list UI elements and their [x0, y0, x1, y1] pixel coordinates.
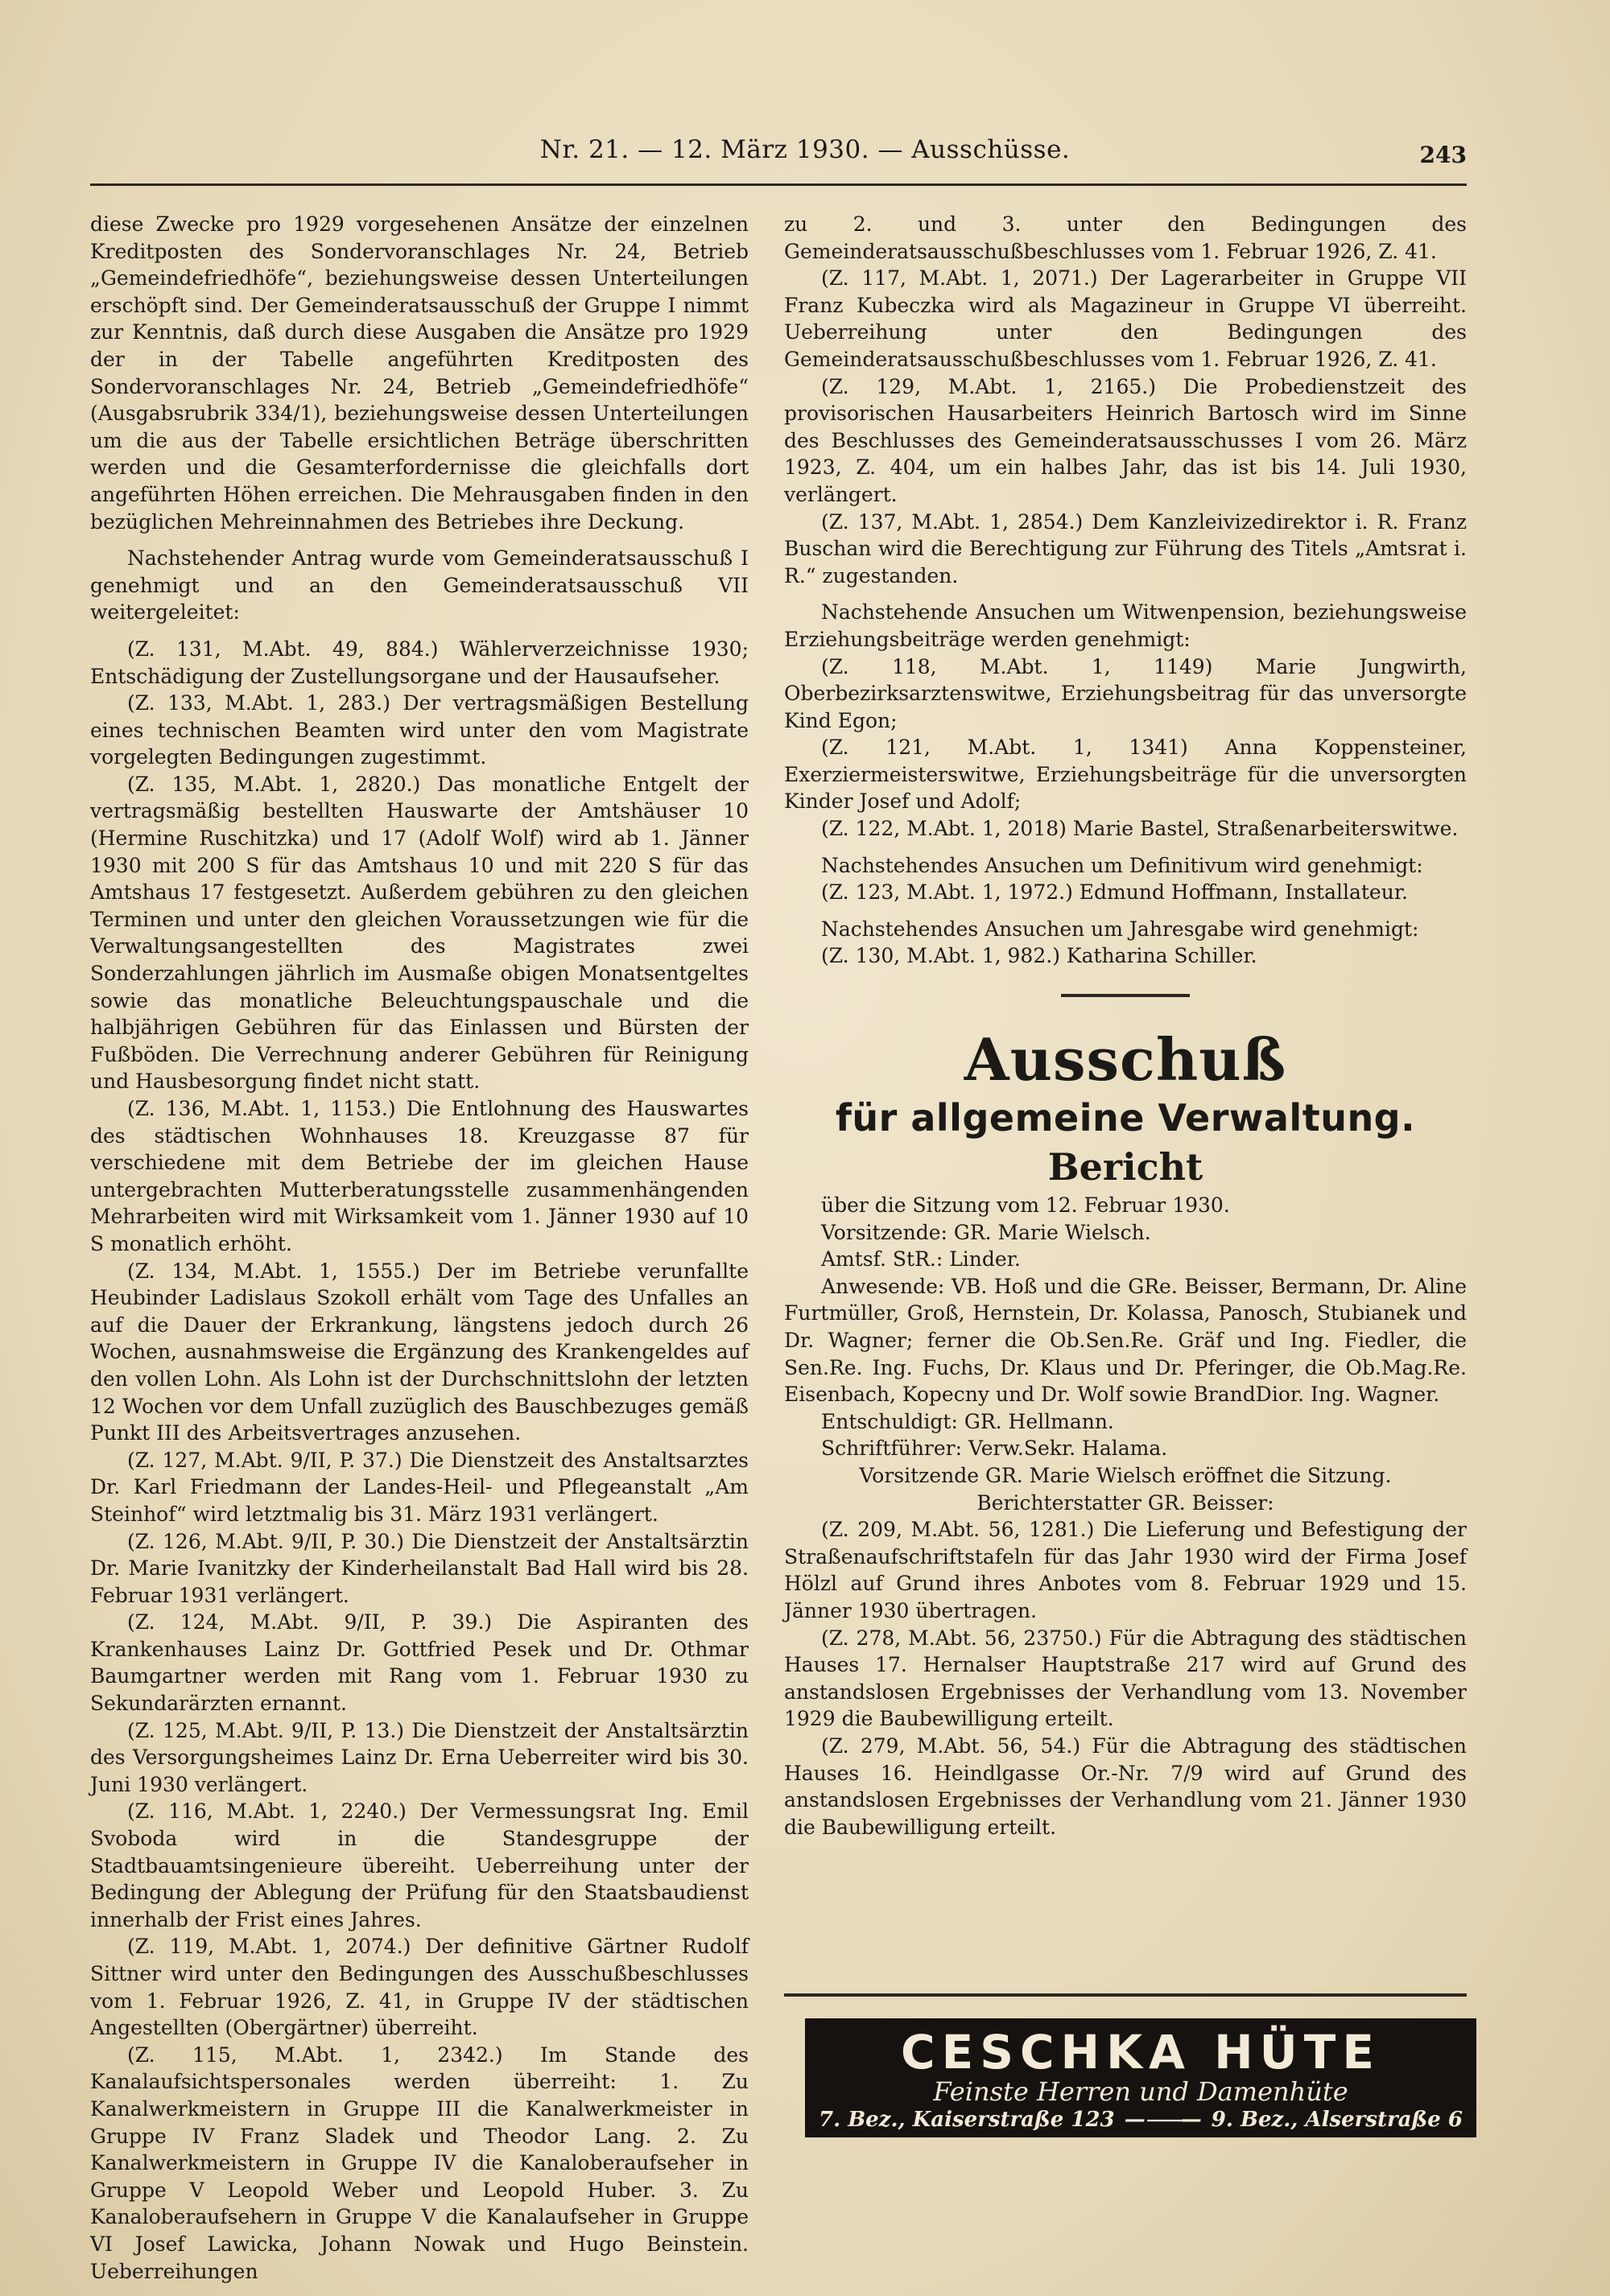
- ad-address-right: 9. Bez., Alserstraße 6: [1211, 2108, 1463, 2132]
- ad-addresses: [807, 2106, 1474, 2133]
- rapporteur-line: Berichterstatter GR. Beisser:: [976, 1490, 1274, 1515]
- paragraph: (Z. 123, M.Abt. 1, 1972.) Edmund Hoffmann, Installateur.: [821, 880, 1408, 905]
- right-column: [784, 211, 1467, 1841]
- paragraph: (Z. 125, M.Abt. 9/II, P. 13.) Die Dienstzeit der Anstaltsärztin des Versorgungsheimes Lainz Dr. Erna Ueberreiter wird bis 30. Juni 1930 verlängert.: [90, 1718, 749, 1796]
- running-head: Nr. 21. — 12. März 1930. — Ausschüsse.: [539, 135, 1071, 164]
- paragraph: (Z. 209, M.Abt. 56, 1281.) Die Lieferung und Befestigung der Straßenaufschriftstafeln für das Jahr 1930 wird der Firma Josef Hölzl auf Grund ihres Anbotes vom 8. Februar 1929 und 15. Jänner 1930 übertragen.: [784, 1518, 1467, 1622]
- section-report-heading: Bericht: [1047, 1145, 1203, 1189]
- header-rule: [90, 183, 1467, 186]
- paragraph: (Z. 135, M.Abt. 1, 2820.) Das monatliche Entgelt der vertragsmäßig bestellten Hauswarte der Amtshäuser 10 (Hermine Ruschitzka) und 17 (Adolf Wolf) wird ab 1. Jänner 1930 mit 200 S für das Amtshaus 10 und mit 220 S für das Amtshaus 17 festgesetzt. Außerdem gebühren zu den gleichen Terminen und unter den gleichen Voraussetzungen wie für die Verwaltungsangestellten des Magistrates zwei Sonderzahlungen jährlich im Ausmaße obigen Monatsentgeltes sowie das monatliche Beleuchtungspauschale und die halbjährigen Gebühren für das Einlassen und Bürsten der Fußböden. Die Verrechnung anderer Gebühren für Reinigung und Hausbesorgung findet nicht statt.: [90, 772, 749, 1094]
- paragraph: diese Zwecke pro 1929 vorgesehenen Ansätze der einzelnen Kreditposten des Sondervoranschlages Nr. 24, Betrieb „Gemeindefriedhöfe“, beziehungsweise dessen Unterteilungen erschöpft sind. Der Gemeinderatsausschuß der Gruppe I nimmt zur Kenntnis, daß durch diese Ausgaben die Ansätze pro 1929 der in der Tabelle angeführten Kreditposten des Sondervoranschlages Nr. 24, Betrieb „Gemeindefriedhöfe“ (Ausgabsrubrik 334/1), beziehungsweise dessen Unterteilungen um die aus der Tabelle ersichtlichen Beträge überschritten werden und die Gesamterfordernisse die gleichfalls dort angeführten Höhen erreichen. Die Mehrausgaben finden in den bezüglichen Mehreinnahmen des Betriebes ihre Deckung.: [90, 212, 749, 534]
- advertisement-banner: [805, 2018, 1476, 2137]
- paragraph: (Z. 133, M.Abt. 1, 283.) Der vertragsmäßigen Bestellung eines technischen Beamten wird unter den vom Magistrate vorgelegten Bedingungen zugestimmt.: [90, 691, 749, 769]
- opening-line: Vorsitzende GR. Marie Wielsch eröffnet die Sitzung.: [859, 1463, 1392, 1487]
- paragraph: (Z. 127, M.Abt. 9/II, P. 37.) Die Dienstzeit des Anstaltsarztes Dr. Karl Friedmann der Landes-Heil- und Pflegeanstalt „Am Steinhof“ wird letztmalig bis 31. März 1931 verlängert.: [90, 1448, 749, 1526]
- paragraph: (Z. 122, M.Abt. 1, 2018) Marie Bastel, Straßenarbeiterswitwe.: [821, 817, 1459, 841]
- ad-tagline: Feinste Herren und Damenhüte: [933, 2076, 1348, 2107]
- paragraph: Nachstehender Antrag wurde vom Gemeinderatsausschuß I genehmigt und an den Gemeinderatsausschuß VII weitergeleitet:: [90, 546, 749, 624]
- paragraph: (Z. 131, M.Abt. 49, 884.) Wählerverzeichnisse 1930; Entschädigung der Zustellungsorgane und der Hausaufseher.: [90, 637, 749, 688]
- paragraph: (Z. 126, M.Abt. 9/II, P. 30.) Die Dienstzeit der Anstaltsärztin Dr. Marie Ivanitzky der Kinderheilanstalt Bad Hall wird bis 28. Februar 1931 verlängert.: [90, 1529, 749, 1607]
- paragraph: (Z. 115, M.Abt. 1, 2342.) Im Stande des Kanalaufsichtspersonales werden überreiht: 1. Zu Kanalwerkmeistern in Gruppe III die Kanalwerkmeister in Gruppe IV Franz Sladek und Theodor Lang. 2. Zu Kanalwerkmeistern in Gruppe IV die Kanaloberaufseher in Gruppe V Leopold Weber und Leopold Huber. 3. Zu Kanaloberaufsehern in Gruppe V die Kanalaufseher in Gruppe VI Josef Lawicka, Johann Nowak und Hugo Beinstein. Ueberreihungen: [90, 2042, 749, 2283]
- section-subtitle: für allgemeine Verwaltung.: [835, 1096, 1416, 1140]
- page-number: 243: [1419, 142, 1467, 168]
- paragraph: (Z. 119, M.Abt. 1, 2074.) Der definitive Gärtner Rudolf Sittner wird unter den Bedingungen des Ausschußbeschlusses vom 1. Februar 1926, Z. 41, in Gruppe IV der städtischen Angestellten (Obergärtner) überreiht.: [90, 1935, 749, 2040]
- left-column: [90, 211, 749, 2285]
- paragraph: Nachstehendes Ansuchen um Definitivum wird genehmigt:: [821, 853, 1423, 877]
- ad-separator: —⸺—: [1124, 2108, 1202, 2132]
- paragraph: (Z. 134, M.Abt. 1, 1555.) Der im Betriebe verunfallte Heubinder Ladislaus Szokoll erhält vom Tage des Unfalles an auf die Dauer der Erkrankung, längstens jedoch durch 26 Wochen, ausnahmsweise die Ergänzung des Krankengeldes auf den vollen Lohn. Als Lohn ist der Durchschnittslohn der letzten 12 Wochen vor dem Unfall zuzüglich des Bauschbezuges gemäß Punkt III des Arbeitsvertrages anzusehen.: [90, 1259, 749, 1445]
- meeting-line: über die Sitzung vom 12. Februar 1930.: [821, 1193, 1230, 1218]
- section-title: Ausschuß: [964, 1025, 1287, 1094]
- paragraph: (Z. 116, M.Abt. 1, 2240.) Der Vermessungsrat Ing. Emil Svoboda wird in die Standesgruppe der Stadtbauamtsingenieure übereiht. Ueberreihung unter der Bedingung der Ablegung der Prüfung für den Staatsbaudienst innerhalb der Frist eines Jahres.: [90, 1799, 749, 1931]
- paragraph: (Z. 136, M.Abt. 1, 1153.) Die Entlohnung des Hauswartes des städtischen Wohnhauses 18. Kreuzgasse 87 für verschiedene mit dem Betriebe der im gleichen Hause untergebrachten Mutterberatungsstelle zusammenhängenden Mehrarbeiten wird mit Wirksamkeit vom 1. Jänner 1930 auf 10 S monatlich erhöht.: [90, 1097, 749, 1255]
- paragraph: Nachstehendes Ansuchen um Jahresgabe wird genehmigt:: [821, 917, 1419, 941]
- attendees-paragraph: Anwesende: VB. Hoß und die GRe. Beisser, Bermann, Dr. Aline Furtmüller, Groß, Hernstein, Dr. Kolassa, Panosch, Stubianek und Dr. Wagner; ferner die Ob.Sen.Re. Gräf und Ing. Fiedler, die Sen.Re. Ing. Fuchs, Dr. Klaus und Dr. Pferinger, die Ob.Mag.Re. Eisenbach, Kopecny und Dr. Wolf sowie BrandDior. Ing. Wagner.: [784, 1274, 1467, 1407]
- paragraph: Nachstehende Ansuchen um Witwenpension, beziehungsweise Erziehungsbeiträge werden genehmigt:: [784, 600, 1467, 651]
- ad-brand: CESCHKA HÜTE: [901, 2025, 1381, 2080]
- advertisement-rule: [784, 1993, 1467, 1997]
- paragraph: zu 2. und 3. unter den Bedingungen des Gemeinderatsausschußbeschlusses vom 1. Februar 1926, Z. 41.: [784, 212, 1467, 263]
- paragraph: (Z. 130, M.Abt. 1, 982.) Katharina Schiller.: [821, 944, 1257, 968]
- clerk-line: Amtsf. StR.: Linder.: [821, 1247, 1021, 1272]
- chair-line: Vorsitzende: GR. Marie Wielsch.: [821, 1220, 1151, 1244]
- paragraph: (Z. 137, M.Abt. 1, 2854.) Dem Kanzleivizedirektor i. R. Franz Buschan wird die Berechtigung zur Führung des Titels „Amtsrat i. R.“ zugestanden.: [784, 509, 1467, 587]
- paragraph: (Z. 118, M.Abt. 1, 1149) Marie Jungwirth, Oberbezirksarztenswitwe, Erziehungsbeitrag für das unversorgte Kind Egon;: [784, 654, 1467, 732]
- secretary-line: Schriftführer: Verw.Sekr. Halama.: [821, 1437, 1168, 1461]
- paragraph: (Z. 124, M.Abt. 9/II, P. 39.) Die Aspiranten des Krankenhauses Lainz Dr. Gottfried Pesek und Dr. Othmar Baumgartner werden mit Rang vom 1. Februar 1930 zu Sekundarärzten ernannt.: [90, 1610, 749, 1716]
- section-divider: [1061, 994, 1190, 997]
- paragraph: (Z. 278, M.Abt. 56, 23750.) Für die Abtragung des städtischen Hauses 17. Hernalser Hauptstraße 217 wird auf Grund des anstandslosen Ergebnisses der Verhandlung vom 13. November 1929 die Baubewilligung erteilt.: [784, 1626, 1467, 1731]
- ad-address-left: 7. Bez., Kaiserstraße 123: [819, 2108, 1115, 2132]
- paragraph: (Z. 121, M.Abt. 1, 1341) Anna Koppensteiner, Exerziermeisterswitwe, Erziehungsbeiträge für die unversorgten Kinder Josef und Adolf;: [784, 736, 1467, 814]
- paragraph: (Z. 129, M.Abt. 1, 2165.) Die Probedienstzeit des provisorischen Hausarbeiters Heinrich Bartosch wird im Sinne des Beschlusses des Gemeinderatsausschusses I vom 26. März 1923, Z. 404, um ein halbes Jahr, das ist bis 14. Juli 1930, verlängert.: [784, 374, 1467, 506]
- excused-line: Entschuldigt: GR. Hellmann.: [821, 1409, 1114, 1433]
- paragraph: (Z. 117, M.Abt. 1, 2071.) Der Lagerarbeiter in Gruppe VII Franz Kubeczka wird als Magazineur in Gruppe VI überreiht. Ueberreihung unter den Bedingungen des Gemeinderatsausschußbeschlusses vom 1. Februar 1926, Z. 41.: [784, 266, 1467, 371]
- paragraph: (Z. 279, M.Abt. 56, 54.) Für die Abtragung des städtischen Hauses 16. Heindlgasse Or.-Nr. 7/9 wird auf Grund des anstandslosen Ergebnisses der Verhandlung vom 21. Jänner 1930 die Baubewilligung erteilt.: [784, 1733, 1467, 1839]
